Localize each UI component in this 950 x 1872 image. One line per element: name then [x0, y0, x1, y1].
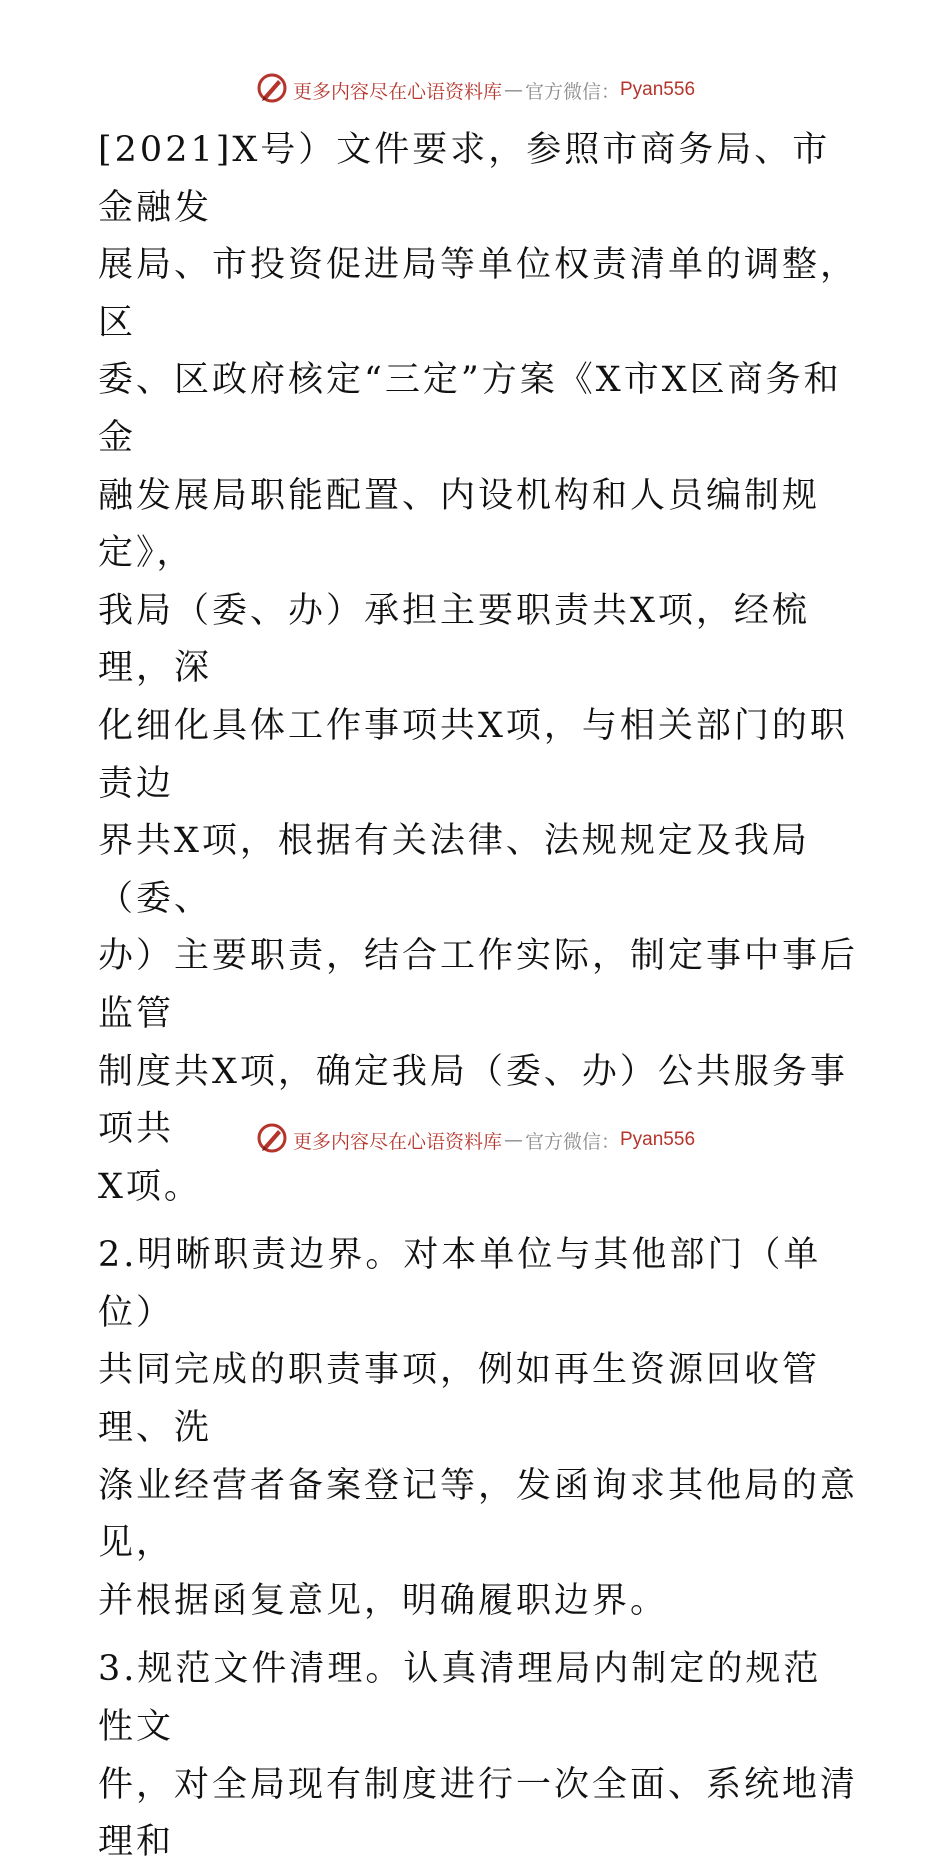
watermark-dash: —	[503, 1129, 523, 1151]
pen-logo-icon	[255, 1121, 293, 1160]
paragraph-1: [2021]X号）文件要求，参照市商务局、市金融发 展局、市投资促进局等单位权责清单的调整，区 委、区政府核定“三定”方案《X市X区商务和金 融发展局职能配置、内设机构和人员编制规定》， 我局（委、办）承担主要职责共X项，经梳理，深 化细化具体工作事项共X项，与相关部门的职责边 界共X项，根据有关法律、法规规定及我局（委、 办）主要职责，结合工作实际，制定事中事后监管 制度共X项，确定我局（委、办）公共服务事项共 X项。	[98, 130, 859, 1207]
watermark-label: 更多内容尽在心语资料库	[292, 1130, 502, 1153]
pen-logo-icon	[255, 71, 293, 110]
header-watermark	[0, 70, 950, 110]
watermark-wechat-id: Pyan556	[620, 79, 696, 100]
watermark-wechat-id: Pyan556	[620, 1129, 696, 1150]
watermark-wechat-label: 官方微信：	[524, 80, 620, 103]
paragraph-3: 3.规范文件清理。认真清理局内制定的规范性文 件，对全局现有制度进行一次全面、系统地清理和	[98, 1649, 859, 1863]
watermark-wechat-label: 官方微信：	[524, 1130, 620, 1153]
paragraph-2: 2.明晰职责边界。对本单位与其他部门（单位） 共同完成的职责事项，例如再生资源回收管理、洗 涤业经营者备案登记等，发函询求其他局的意见， 并根据函复意见，明确履职边界。	[98, 1235, 859, 1621]
watermark-label: 更多内容尽在心语资料库	[292, 80, 502, 103]
watermark-dash: —	[503, 79, 523, 101]
document-body	[98, 122, 858, 1872]
footer-watermark	[0, 1120, 950, 1160]
